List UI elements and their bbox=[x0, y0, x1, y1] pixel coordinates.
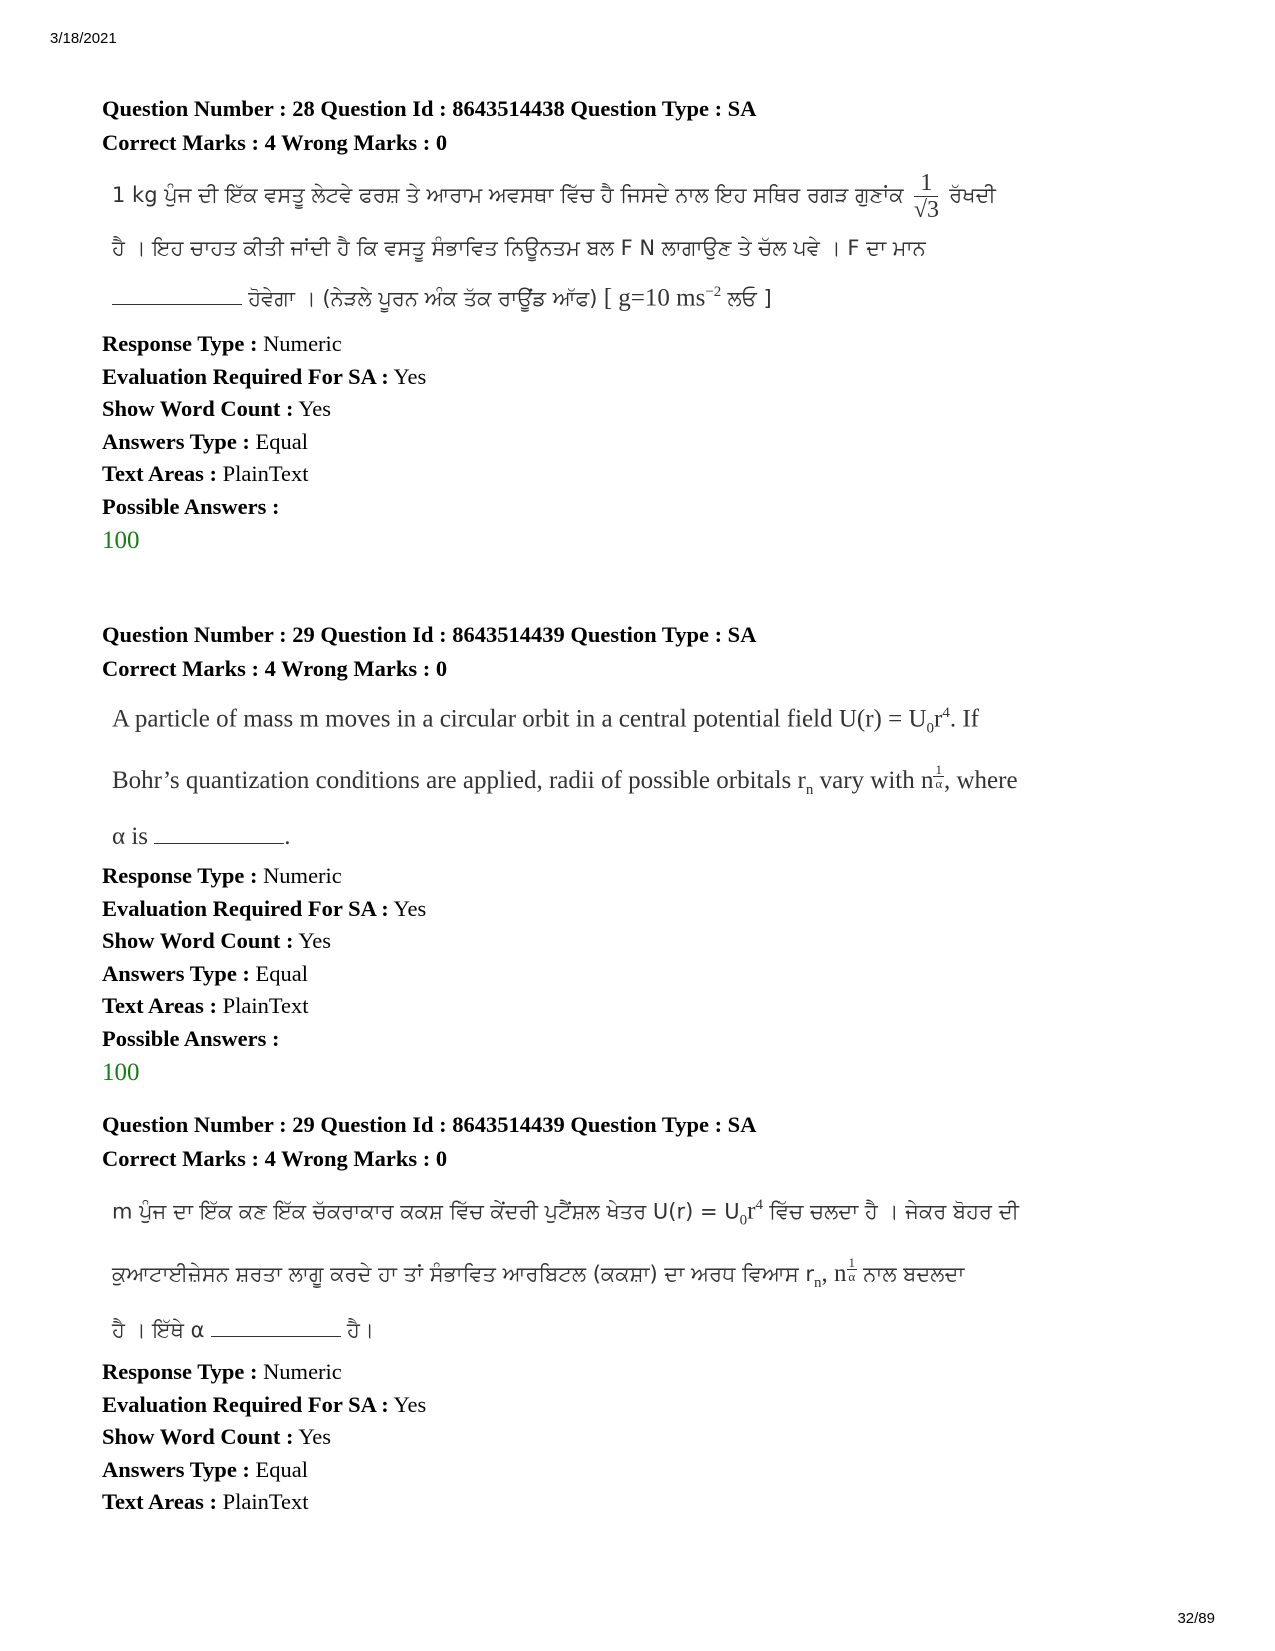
text-areas-label: Text Areas : bbox=[102, 461, 217, 487]
possible-answers-label: Possible Answers : bbox=[102, 1025, 280, 1051]
question-block bbox=[102, 618, 1192, 1091]
evaluation-required-label: Evaluation Required For SA : bbox=[102, 1391, 389, 1417]
exponent-denominator: α bbox=[848, 1269, 856, 1285]
question-text-part: ਹੈ। bbox=[346, 1318, 375, 1343]
superscript: 4 bbox=[942, 705, 950, 721]
show-word-count-row bbox=[102, 1421, 1192, 1454]
question-text-part: ਹੈ । ਇੱਥੇ α bbox=[112, 1318, 205, 1343]
question-text-part: 1 kg ਪੁੰਜ ਦੀ ਇੱਕ ਵਸਤੂ ਲੇਟਵੇ ਫਰਸ਼ ਤੇ ਆਰਾਮ ਅਵਸਥਾ ਵਿੱਚ ਹੈ ਜਿਸਦੇ ਨਾਲ ਇਹ ਸਥਿਰ ਰਗੜ ਗੁਣਾਂਕ bbox=[112, 183, 904, 207]
evaluation-required-row bbox=[102, 361, 1192, 394]
show-word-count-label: Show Word Count : bbox=[102, 396, 294, 422]
text-areas-value: PlainText bbox=[222, 993, 309, 1019]
exponent-fraction bbox=[847, 1256, 858, 1283]
question-block bbox=[102, 92, 1192, 559]
question-text bbox=[102, 690, 1192, 854]
question-text-part: , where bbox=[943, 767, 1018, 795]
show-word-count-label: Show Word Count : bbox=[102, 928, 294, 954]
question-text-part: ਰੱਖਦੀ bbox=[949, 183, 996, 207]
marks-header: Correct Marks : 4 Wrong Marks : 0 bbox=[102, 1146, 448, 1171]
response-type-value: Numeric bbox=[263, 331, 342, 357]
possible-answers-row bbox=[102, 491, 1192, 524]
exponent-numerator: 1 bbox=[848, 1255, 856, 1271]
question-text-part: ਵਿੱਚ ਚਲਦਾ ਹੈ । ਜੇਕਰ ਬੋਹਰ ਦੀ bbox=[769, 1199, 1019, 1224]
question-text-part: . bbox=[284, 823, 291, 851]
question-header: Question Number : 29 Question Id : 8643514439 Question Type : SA bbox=[102, 1112, 757, 1137]
answers-type-label: Answers Type : bbox=[102, 960, 250, 986]
show-word-count-row bbox=[102, 925, 1192, 958]
possible-answers-row bbox=[102, 1023, 1192, 1056]
question-text-part: ਹੋਵੇਗਾ । (ਨੇੜਲੇ ਪੂਰਨ ਅੰਕ ਤੱਕ ਰਾਊਂਡ ਆੱਫ) bbox=[248, 286, 598, 311]
question-text bbox=[102, 164, 1192, 320]
response-type-row bbox=[102, 860, 1192, 893]
response-type-row bbox=[102, 1356, 1192, 1389]
answers-type-row bbox=[102, 426, 1192, 459]
text-areas-row bbox=[102, 990, 1192, 1023]
answers-type-label: Answers Type : bbox=[102, 428, 250, 454]
answers-type-value: Equal bbox=[255, 428, 309, 454]
show-word-count-row bbox=[102, 393, 1192, 426]
subscript: n bbox=[814, 1275, 822, 1292]
text-areas-label: Text Areas : bbox=[102, 1489, 217, 1515]
evaluation-required-value: Yes bbox=[393, 363, 427, 389]
page-number: 32/89 bbox=[1177, 1610, 1215, 1627]
answers-type-row bbox=[102, 958, 1192, 991]
question-text-part: r bbox=[934, 705, 943, 733]
text-areas-value: PlainText bbox=[222, 461, 309, 487]
question-header: Question Number : 29 Question Id : 8643514439 Question Type : SA bbox=[102, 622, 757, 647]
question-text-part: , n bbox=[821, 1260, 847, 1288]
superscript: −2 bbox=[705, 284, 722, 300]
evaluation-required-label: Evaluation Required For SA : bbox=[102, 895, 389, 921]
exponent-numerator: 1 bbox=[935, 762, 942, 778]
text-areas-row bbox=[102, 458, 1192, 491]
evaluation-required-label: Evaluation Required For SA : bbox=[102, 363, 389, 389]
answer-blank bbox=[112, 284, 242, 305]
response-type-row bbox=[102, 328, 1192, 361]
text-areas-row bbox=[102, 1486, 1192, 1519]
question-text-part: ਹੈ । ਇਹ ਚਾਹਤ ਕੀਤੀ ਜਾਂਦੀ ਹੈ ਕਿ ਵਸਤੂ ਸੰਭਾਵਿਤ ਨਿਊਨਤਮ ਬਲ F N ਲਾਗਾਉਣ ਤੇ ਚੱਲ ਪਵੇ । F ਦਾ ਮਾਨ bbox=[112, 236, 926, 260]
question-text-part: α is bbox=[112, 823, 149, 851]
fraction-numerator: 1 bbox=[914, 170, 938, 197]
question-text-part: . If bbox=[949, 705, 980, 733]
subscript: 0 bbox=[739, 1212, 748, 1229]
page-date: 3/18/2021 bbox=[50, 30, 117, 47]
superscript: 4 bbox=[755, 1197, 763, 1213]
subscript: 0 bbox=[926, 720, 935, 737]
answers-type-label: Answers Type : bbox=[102, 1456, 250, 1482]
show-word-count-value: Yes bbox=[298, 928, 332, 954]
show-word-count-label: Show Word Count : bbox=[102, 1424, 294, 1450]
evaluation-required-row bbox=[102, 893, 1192, 926]
evaluation-required-value: Yes bbox=[393, 895, 427, 921]
question-text-part: vary with n bbox=[819, 767, 934, 795]
question-text-part: r bbox=[747, 1197, 756, 1225]
question-text-part: ਨਾਲ ਬਦਲਦਾ bbox=[863, 1262, 965, 1287]
question-text-part: m ਪੁੰਜ ਦਾ ਇੱਕ ਕਣ ਇੱਕ ਚੱਕਰਾਕਾਰ ਕਕਸ਼ ਵਿੱਚ ਕੇਂਦਰੀ ਪੁਟੈਂਸ਼ਲ ਖੇਤਰ U(r) = U bbox=[112, 1199, 740, 1224]
fraction-denominator: √3 bbox=[913, 196, 939, 223]
exponent-denominator: α bbox=[935, 776, 943, 792]
answer-blank bbox=[154, 823, 284, 844]
marks-header: Correct Marks : 4 Wrong Marks : 0 bbox=[102, 656, 448, 681]
possible-answer-value: 100 bbox=[102, 1059, 140, 1087]
text-areas-label: Text Areas : bbox=[102, 993, 217, 1019]
marks-header: Correct Marks : 4 Wrong Marks : 0 bbox=[102, 130, 448, 155]
question-text-part: ਲਓ ] bbox=[727, 286, 772, 311]
response-type-label: Response Type : bbox=[102, 863, 258, 889]
answer-blank bbox=[211, 1316, 341, 1337]
question-block bbox=[102, 1108, 1192, 1519]
response-type-value: Numeric bbox=[263, 1359, 342, 1385]
answers-type-row bbox=[102, 1454, 1192, 1487]
show-word-count-value: Yes bbox=[298, 1424, 332, 1450]
question-text-part: [ g=10 ms bbox=[603, 284, 706, 312]
exponent-fraction bbox=[933, 763, 944, 790]
evaluation-required-value: Yes bbox=[393, 1391, 427, 1417]
answers-type-value: Equal bbox=[255, 960, 309, 986]
possible-answer-value: 100 bbox=[102, 527, 140, 555]
question-text-part: Bohr’s quantization conditions are applied, radii of possible orbitals r bbox=[112, 767, 806, 795]
text-areas-value: PlainText bbox=[222, 1489, 309, 1515]
fraction bbox=[914, 170, 939, 223]
evaluation-required-row bbox=[102, 1389, 1192, 1422]
question-text-part: ਕੁਆਟਾਈਜ਼ੇਸਨ ਸ਼ਰਤਾ ਲਾਗੂ ਕਰਦੇ ਹਾ ਤਾਂ ਸੰਭਾਵਿਤ ਆਰਬਿਟਲ (ਕਕਸ਼ਾ) ਦਾ ਅਰਧ ਵਿਆਸ r bbox=[112, 1262, 815, 1287]
question-text bbox=[102, 1180, 1192, 1348]
response-type-label: Response Type : bbox=[102, 1359, 258, 1385]
subscript: n bbox=[805, 782, 814, 799]
show-word-count-value: Yes bbox=[298, 396, 332, 422]
possible-answers-label: Possible Answers : bbox=[102, 493, 280, 519]
question-header: Question Number : 28 Question Id : 8643514438 Question Type : SA bbox=[102, 96, 757, 121]
question-text-part: A particle of mass m moves in a circular orbit in a central potential field U(r) = U bbox=[112, 705, 927, 733]
response-type-value: Numeric bbox=[263, 863, 342, 889]
response-type-label: Response Type : bbox=[102, 331, 258, 357]
answers-type-value: Equal bbox=[255, 1456, 309, 1482]
